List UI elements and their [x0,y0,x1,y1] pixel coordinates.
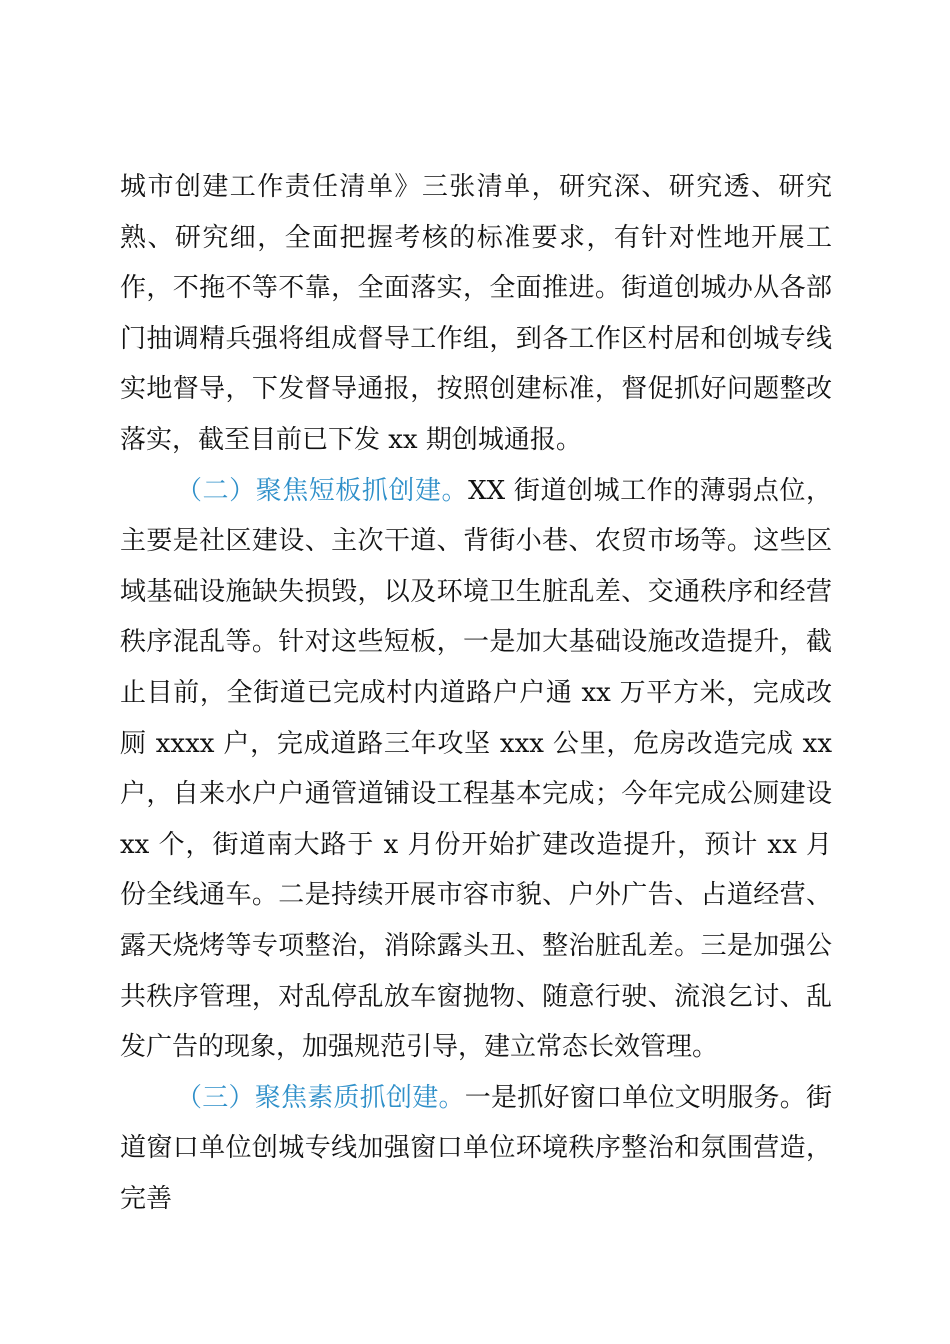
paragraph-3-heading: （三）聚焦素质抓创建。 [176,1082,465,1113]
paragraph-3 [120,1073,832,1225]
paragraph-1-text: 城市创建工作责任清单》三张清单，研究深、研究透、研究熟、研究细，全面把握考核的标准要求，有针对性地开展工作，不拖不等不靠，全面落实，全面推进。街道创城办从各部门抽调精兵强将组成督导工作组，到各工作区村居和创城专线实地督导，下发督导通报，按照创建标准，督促抓好问题整改落实，截至目前已下发 xx 期创城通报。 [120,172,832,455]
paragraph-2-text: XX 街道创城工作的薄弱点位，主要是社区建设、主次干道、背街小巷、农贸市场等。这些区域基础设施缺失损毁，以及环境卫生脏乱差、交通秩序和经营秩序混乱等。针对这些短板，一是加大基础设施改造提升，截止目前，全街道已完成村内道路户户通 xx 万平方米，完成改厕 xxxx 户，完成道路三年攻坚 xxx 公里，危房改造完成 xx 户，自来水户户通管道铺设工程基本完成；今年完成公厕建设 xx 个，街道南大路于 x 月份开始扩建改造提升，预计 xx 月份全线通车。二是持续开展市容市貌、户外广告、占道经营、露天烧烤等专项整治，消除露头丑、整治脏乱差。三是加强公共秩序管理，对乱停乱放车窗抛物、随意行驶、流浪乞讨、乱发广告的现象，加强规范引导，建立常态长效管理。 [120,475,832,1063]
paragraph-1 [120,162,832,466]
paragraph-2-heading: （二）聚焦短板抓创建。 [176,475,469,506]
paragraph-3-text: 一是抓好窗口单位文明服务。街道窗口单位创城专线加强窗口单位环境秩序整治和氛围营造，完善 [120,1082,832,1214]
document-page [120,162,832,1224]
paragraph-2 [120,466,832,1073]
